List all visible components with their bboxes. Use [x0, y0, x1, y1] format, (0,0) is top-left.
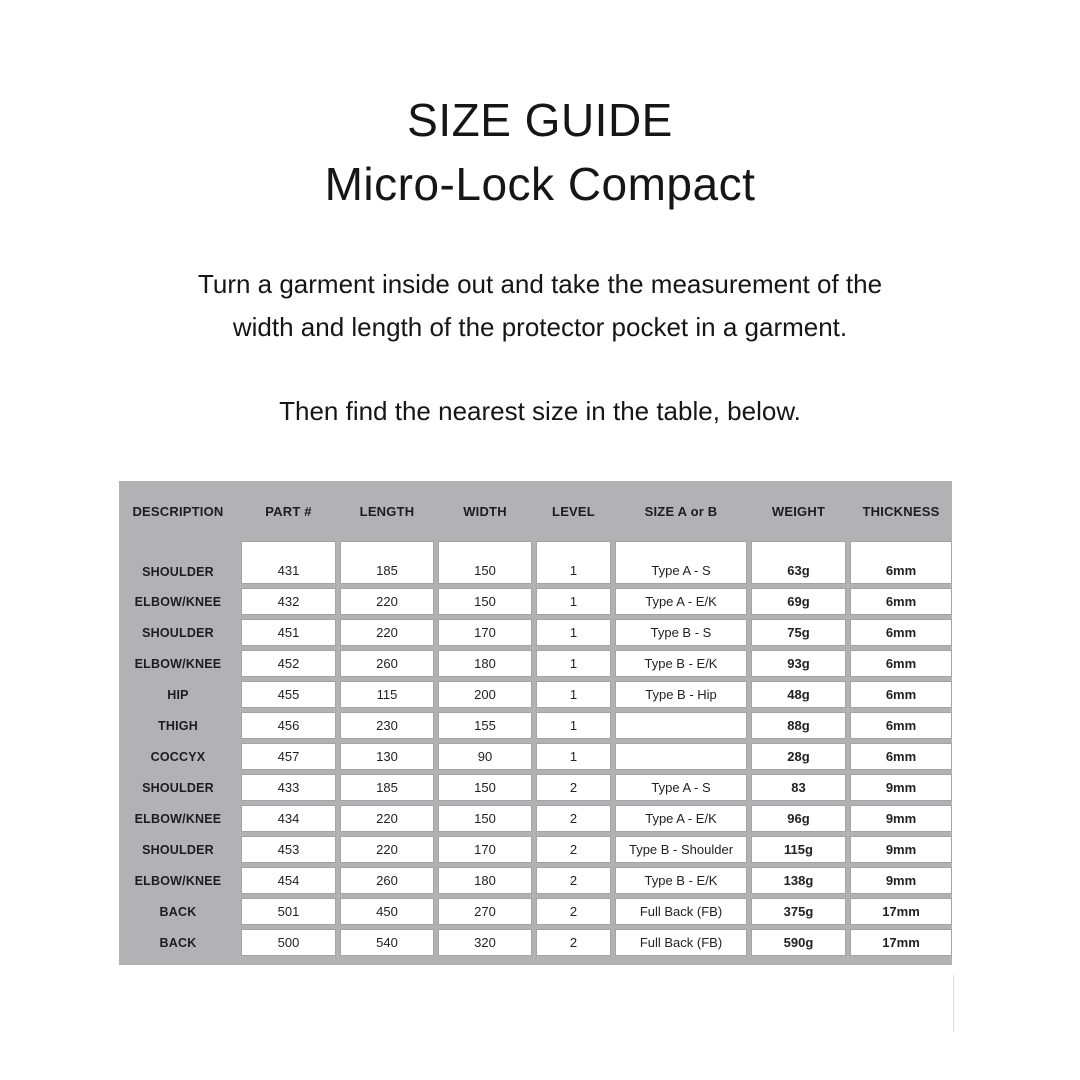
cell-value: 220: [376, 625, 398, 640]
cell-value: COCCYX: [150, 749, 206, 764]
table-cell-thickness: [850, 774, 952, 801]
cell-value: 83: [791, 780, 806, 795]
table-cell-size-a-or-b: [615, 712, 747, 739]
table-cell-level: [536, 898, 611, 925]
cell-value: SHOULDER: [142, 842, 214, 857]
table-cell-part: [241, 929, 336, 956]
table-cell-weight: [751, 805, 846, 832]
table-cell-weight: [751, 867, 846, 894]
row-description: [119, 929, 237, 956]
cell-value: 6mm: [885, 687, 917, 702]
table-cell-width: [438, 712, 532, 739]
table-cell-level: [536, 805, 611, 832]
cell-value: SHOULDER: [142, 565, 214, 579]
instructions-line-2: width and length of the protector pocket in a garment.: [232, 312, 848, 342]
cell-value: 270: [474, 904, 496, 919]
table-cell-length: [340, 929, 434, 956]
cell-value: 6mm: [885, 563, 917, 578]
table-cell-length: [340, 619, 434, 646]
table-cell-weight: [751, 898, 846, 925]
cell-value: 180: [474, 873, 496, 888]
table-cell-level: [536, 712, 611, 739]
table-cell-thickness: [850, 805, 952, 832]
cell-value: 2: [569, 935, 578, 950]
row-description: [119, 681, 237, 708]
instructions-line-1: Turn a garment inside out and take the measurement of the: [197, 269, 883, 299]
table-cell-width: [438, 836, 532, 863]
cell-value: 6mm: [885, 718, 917, 733]
cell-value: 48g: [787, 687, 810, 702]
table-cell-width: [438, 929, 532, 956]
table-cell-level: [536, 929, 611, 956]
cell-value: 500: [277, 935, 300, 950]
table-cell-part: [241, 619, 336, 646]
cell-value: 185: [376, 780, 398, 795]
cell-value: 93g: [787, 656, 810, 671]
cell-value: ELBOW/KNEE: [134, 811, 222, 826]
table-cell-thickness: [850, 681, 952, 708]
table-cell-thickness: [850, 650, 952, 677]
cell-value: ELBOW/KNEE: [134, 656, 222, 671]
cell-value: 75g: [787, 625, 810, 640]
cell-value: 434: [277, 811, 300, 826]
table-row: [119, 929, 952, 956]
table-cell-part: [241, 681, 336, 708]
cell-value: 453: [277, 842, 300, 857]
cell-value: 2: [569, 780, 578, 795]
cell-value: 454: [277, 873, 300, 888]
table-row: [119, 805, 952, 832]
cell-value: 220: [376, 594, 398, 609]
table-cell-thickness: [850, 929, 952, 956]
table-cell-length: [340, 650, 434, 677]
cell-value: 150: [474, 811, 496, 826]
cell-value: Type B - Shoulder: [628, 842, 734, 857]
table-cell-level: [536, 619, 611, 646]
table-cell-weight: [751, 619, 846, 646]
cell-value: 150: [474, 780, 496, 795]
cell-value: 170: [474, 842, 496, 857]
table-cell-thickness: [850, 898, 952, 925]
cell-value: Type B - S: [650, 625, 712, 640]
cell-value: 451: [277, 625, 300, 640]
table-cell-length: [340, 836, 434, 863]
table-cell-part: [241, 743, 336, 770]
table-row: [119, 867, 952, 894]
cell-value: Full Back (FB): [639, 935, 723, 950]
cell-value: 260: [376, 873, 398, 888]
table-cell-weight: [751, 712, 846, 739]
cell-value: 1: [569, 749, 578, 764]
column-header-thickness: THICKNESS: [862, 503, 940, 519]
cell-value: 455: [277, 687, 300, 702]
table-row: [119, 588, 952, 615]
column-header-length: LENGTH: [359, 503, 415, 519]
cell-value: ELBOW/KNEE: [134, 594, 222, 609]
table-cell-weight: [751, 774, 846, 801]
table-cell-part: [241, 836, 336, 863]
cell-value: Type A - S: [651, 563, 711, 578]
cell-value: 90: [477, 749, 493, 764]
cell-value: 130: [376, 749, 398, 764]
row-description: [119, 836, 237, 863]
cell-value: 1: [569, 656, 578, 671]
cell-value: 170: [474, 625, 496, 640]
table-cell-width: [438, 650, 532, 677]
table-cell-weight: [751, 681, 846, 708]
cell-value: THIGH: [158, 718, 198, 733]
table-cell-width: [438, 774, 532, 801]
cell-value: 17mm: [882, 904, 920, 919]
column-header-width: WIDTH: [463, 503, 507, 519]
table-row: [119, 681, 952, 708]
table-row: [119, 836, 952, 863]
table-cell-weight: [751, 588, 846, 615]
cell-value: 9mm: [885, 780, 917, 795]
table-cell-length: [340, 588, 434, 615]
page-title: [0, 88, 1080, 216]
cell-value: 9mm: [885, 811, 917, 826]
cell-value: 501: [277, 904, 300, 919]
instructions-paragraph-1: [0, 263, 1080, 349]
table-cell-length: [340, 743, 434, 770]
cell-value: Type A - E/K: [645, 594, 717, 609]
cell-value: 220: [376, 842, 398, 857]
table-cell-size-a-or-b: [615, 588, 747, 615]
cell-value: 457: [277, 749, 300, 764]
cell-value: SHOULDER: [142, 625, 214, 640]
table-cell-size-a-or-b: [615, 743, 747, 770]
cell-value: 432: [277, 594, 300, 609]
cell-value: 6mm: [885, 656, 917, 671]
instructions-paragraph-2: [0, 393, 1080, 429]
cell-value: HIP: [167, 687, 189, 702]
cell-value: 150: [474, 594, 496, 609]
cell-value: 6mm: [885, 749, 917, 764]
table-header-row: [119, 481, 952, 541]
cell-value: 452: [277, 656, 300, 671]
table-body: [119, 541, 952, 965]
table-cell-size-a-or-b: [615, 929, 747, 956]
table-cell-thickness: [850, 588, 952, 615]
cell-value: Full Back (FB): [639, 904, 723, 919]
cell-value: 220: [376, 811, 398, 826]
cell-value: 1: [569, 687, 578, 702]
cell-value: 150: [474, 563, 496, 578]
table-cell-part: [241, 805, 336, 832]
row-description: [119, 619, 237, 646]
row-description: [119, 867, 237, 894]
cell-value: 450: [376, 904, 398, 919]
instructions-line-3: Then find the nearest size in the table, below.: [279, 396, 801, 426]
cell-value: 28g: [787, 749, 810, 764]
cell-value: 63g: [787, 563, 810, 578]
cell-value: 155: [474, 718, 496, 733]
cell-value: 6mm: [885, 594, 917, 609]
table-cell-length: [340, 805, 434, 832]
table-cell-length: [340, 867, 434, 894]
cell-value: 1: [569, 718, 578, 733]
cell-value: BACK: [159, 935, 197, 950]
cell-value: 17mm: [882, 935, 920, 950]
page-title-line-2: Micro-Lock Compact: [324, 158, 756, 210]
table-cell-length: [340, 774, 434, 801]
column-header-level: LEVEL: [552, 503, 595, 519]
table-cell-level: [536, 836, 611, 863]
cell-value: 115: [376, 687, 398, 702]
table-cell-part: [241, 867, 336, 894]
table-cell-size-a-or-b: [615, 836, 747, 863]
table-cell-thickness: [850, 712, 952, 739]
table-cell-thickness: [850, 743, 952, 770]
column-header-part: PART #: [265, 503, 312, 519]
column-header-weight: WEIGHT: [771, 503, 826, 519]
table-cell-weight: [751, 929, 846, 956]
row-description: [119, 541, 237, 584]
table-cell-part: [241, 588, 336, 615]
table-cell-length: [340, 712, 434, 739]
table-row: [119, 774, 952, 801]
cell-value: ELBOW/KNEE: [134, 873, 222, 888]
cell-value: Type B - E/K: [644, 656, 718, 671]
cell-value: Type A - E/K: [645, 811, 717, 826]
table-row: [119, 743, 952, 770]
table-cell-width: [438, 867, 532, 894]
row-description: [119, 805, 237, 832]
table-cell-level: [536, 681, 611, 708]
cell-value: 540: [376, 935, 398, 950]
cell-value: 1: [569, 594, 578, 609]
table-cell-part: [241, 898, 336, 925]
table-cell-width: [438, 681, 532, 708]
table-cell-level: [536, 867, 611, 894]
cell-value: 2: [569, 811, 578, 826]
table-cell-level: [536, 588, 611, 615]
cell-value: 431: [277, 563, 300, 578]
table-cell-length: [340, 681, 434, 708]
table-cell-part: [241, 712, 336, 739]
table-cell-level: [536, 650, 611, 677]
table-cell-weight: [751, 743, 846, 770]
cell-value: 69g: [787, 594, 810, 609]
cell-value: 9mm: [885, 873, 917, 888]
cell-value: 456: [277, 718, 300, 733]
cell-value: 2: [569, 873, 578, 888]
cell-value: 375g: [783, 904, 814, 919]
cell-value: 138g: [783, 873, 814, 888]
row-description: [119, 588, 237, 615]
table-row: [119, 898, 952, 925]
page-edge-artifact-line: [953, 975, 954, 1032]
table-cell-width: [438, 805, 532, 832]
table-cell-weight: [751, 650, 846, 677]
row-description: [119, 650, 237, 677]
cell-value: 433: [277, 780, 300, 795]
table-cell-size-a-or-b: [615, 805, 747, 832]
table-cell-thickness: [850, 619, 952, 646]
row-description: [119, 898, 237, 925]
cell-value: 260: [376, 656, 398, 671]
cell-value: 185: [376, 563, 398, 578]
cell-value: 9mm: [885, 842, 917, 857]
table-cell-length: [340, 898, 434, 925]
table-cell-part: [241, 774, 336, 801]
column-header-description: DESCRIPTION: [132, 503, 224, 519]
cell-value: 2: [569, 904, 578, 919]
row-description: [119, 712, 237, 739]
table-cell-level: [536, 743, 611, 770]
table-cell-length: [340, 541, 434, 584]
table-cell-size-a-or-b: [615, 619, 747, 646]
cell-value: 96g: [787, 811, 810, 826]
table-row: [119, 619, 952, 646]
table-cell-weight: [751, 836, 846, 863]
table-cell-size-a-or-b: [615, 681, 747, 708]
size-guide-table: [119, 481, 952, 965]
cell-value: 1: [569, 563, 578, 578]
cell-value: 230: [376, 718, 398, 733]
table-cell-thickness: [850, 867, 952, 894]
cell-value: 88g: [787, 718, 810, 733]
row-description: [119, 774, 237, 801]
table-cell-size-a-or-b: [615, 898, 747, 925]
cell-value: 6mm: [885, 625, 917, 640]
table-cell-width: [438, 898, 532, 925]
table-row: [119, 712, 952, 739]
cell-value: 180: [474, 656, 496, 671]
table-cell-size-a-or-b: [615, 867, 747, 894]
cell-value: Type A - S: [651, 780, 711, 795]
table-cell-level: [536, 541, 611, 584]
cell-value: 115g: [784, 842, 813, 857]
table-cell-size-a-or-b: [615, 541, 747, 584]
table-cell-width: [438, 588, 532, 615]
table-cell-width: [438, 743, 532, 770]
cell-value: SHOULDER: [142, 780, 214, 795]
table-cell-weight: [751, 541, 846, 584]
table-cell-level: [536, 774, 611, 801]
page-title-line-1: SIZE GUIDE: [407, 94, 673, 146]
cell-value: BACK: [159, 904, 197, 919]
table-cell-width: [438, 541, 532, 584]
cell-value: 200: [474, 687, 496, 702]
table-cell-thickness: [850, 836, 952, 863]
table-cell-size-a-or-b: [615, 650, 747, 677]
table-cell-width: [438, 619, 532, 646]
cell-value: 320: [474, 935, 496, 950]
cell-value: 1: [569, 625, 578, 640]
cell-value: 590g: [783, 935, 814, 950]
table-row: [119, 650, 952, 677]
cell-value: Type B - Hip: [645, 687, 717, 702]
column-header-size-a-or-b: SIZE A or B: [644, 503, 718, 519]
row-description: [119, 743, 237, 770]
table-cell-part: [241, 541, 336, 584]
table-row: [119, 541, 952, 584]
table-cell-size-a-or-b: [615, 774, 747, 801]
cell-value: 2: [569, 842, 578, 857]
cell-value: Type B - E/K: [644, 873, 718, 888]
table-cell-part: [241, 650, 336, 677]
table-cell-thickness: [850, 541, 952, 584]
